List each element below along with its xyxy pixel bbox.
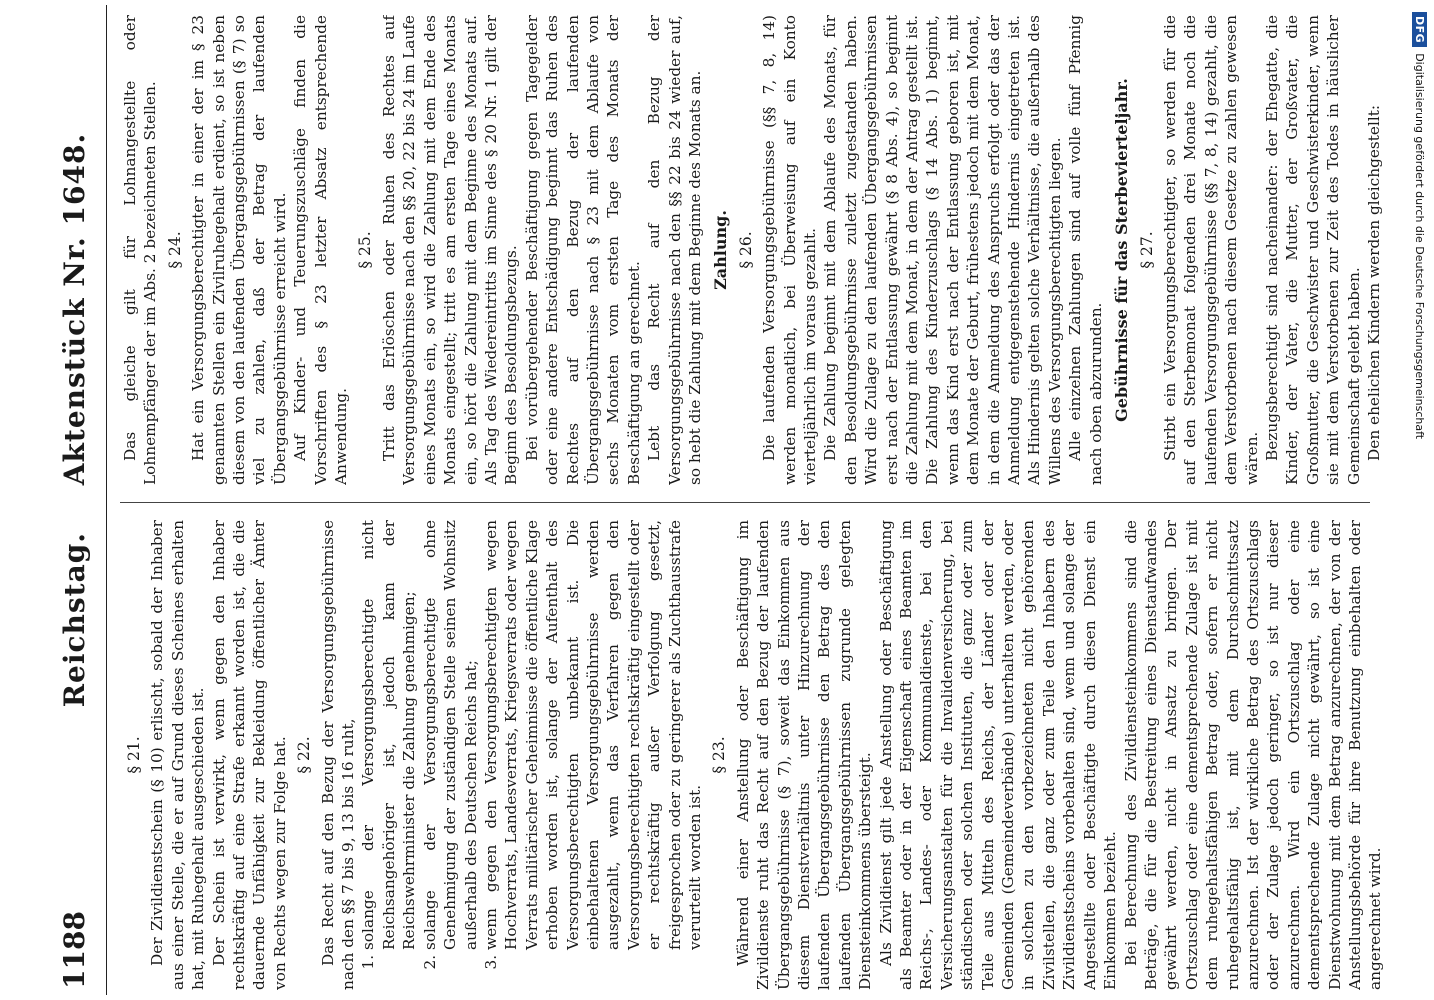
right-column: [120, 15, 1385, 485]
section-number: § 21.: [125, 736, 143, 774]
list-item: 2. solange der Versorgungsberechtigte ohne Genehmigung der zuständigen Stelle seinen Wohnsitz außerhalb des Deutschen Reichs hat;: [420, 520, 481, 950]
left-column: [120, 520, 1385, 990]
digitization-stamp-inner: [1408, 12, 1432, 992]
paragraph: Das gleiche gilt für Lohnangestellte oder Lohnempfänger der im Abs. 2 bezeichneten Stellen.: [121, 15, 160, 485]
paragraph: Stirbt ein Versorgungsberechtigter, so werden für die auf den Sterbemonat folgenden drei Monate noch die laufenden Versorgungsgebührnisse (§§ 7, 8, 14) gezahlt, die dem Verstorbenen nach diesem Gesetze zu zahlen gewesen wären.: [1160, 15, 1261, 485]
column-divider: [120, 502, 1370, 503]
section-number: § 22.: [295, 736, 314, 774]
paragraph: Als Zivildienst gilt jede Anstellung oder Beschäftigung als Beamter oder in der Eigenschaft eines Beamten im Reichs-, Landes- oder Kommunaldienste, bei den Versicherungsanstalten für die Invalidenversicherung, bei ständischen oder solchen Instituten, die ganz oder zum Teile aus Mitteln des Reichs, der Länder oder der Gemeinden (Gemeindeverbände) unterhalten werden, oder in solchen zu den vorbezeichneten nicht gehörenden Zivilstellen, die ganz oder zum Teile den Inhabern des Zivildienstscheins vorbehalten sind, wenn und solange der Angestellte oder Beschäftigte durch diesen Dienst ein Einkommen bezieht.: [876, 520, 1120, 990]
section-heading: Zahlung.: [711, 210, 731, 290]
section-heading: Gebührnisse für das Sterbevierteljahr.: [1112, 78, 1132, 422]
running-head-left: Reichstag.: [58, 531, 91, 708]
section-number: § 27.: [1137, 231, 1156, 269]
section-number: § 26.: [736, 231, 755, 269]
paragraph: Der Zivildienstschein (§ 10) erlischt, sobald der Inhaber aus einer Stelle, die er auf Grund dieses Scheines erhalten hat, mit Ruhegehalt ausgeschieden ist.: [148, 520, 208, 990]
paragraph: Bei vorübergehender Beschäftigung gegen Tagegelder oder eine andere Entschädigung beginnt das Ruhen des Rechtes auf den Bezug der laufenden Übergangsgebührnisse nach § 23 mit dem Ablaufe von sechs Monaten vom ersten Tage des Monats der Beschäftigung an gerechnet.: [522, 15, 643, 485]
section-number: § 24.: [165, 231, 184, 269]
page-header: [50, 5, 107, 995]
paragraph: Auf Kinder- und Teuerungszuschläge finden die Vorschriften des § 23 letzter Absatz entsprechende Anwendung.: [291, 15, 351, 485]
paragraph: Die laufenden Versorgungsgebührnisse (§§ 7, 8, 14) werden monatlich, bei Überweisung auf ein Konto vierteljährlich im voraus gezahlt.: [760, 15, 819, 485]
paragraph: Hat ein Versorgungsberechtigter in einer der im § 23 genannten Stellen ein Zivilruhegehalt erdient, so ist neben diesem von den laufenden Übergangsgebührnissen (§ 7) so viel zu zahlen, daß der Betrag der laufenden Übergangsgebührnisse erreicht wird.: [189, 15, 289, 485]
paragraph: Bei Berechnung des Zivildiensteinkommens sind die Beträge, die für die Bestreitung eines Dienstaufwandes gewährt werden, nicht in Ansatz zu bringen. Der Ortszuschlag oder eine dementsprechende Zulage ist mit dem ruhegehaltsfähigen Betrag oder, sofern er nicht ruhegehaltsfähig ist, mit dem Durchschnittssatz anzurechnen. Ist der wirkliche Betrag des Ortszuschlags oder der Zulage jedoch geringer, so ist nur dieser anzurechnen. Wird ein Ortszuschlag oder eine dementsprechende Zulage nicht gewährt, so ist eine Dienstwohnung mit dem Betrag anzurechnen, der von der Anstellungsbehörde für ihre Benutzung einbehalten oder angerechnet wird.: [1121, 520, 1385, 990]
section-number: § 23.: [710, 736, 729, 774]
dfg-logo: DFG: [1413, 12, 1428, 47]
section-number: § 25.: [356, 231, 375, 269]
list-item: 3. wenn gegen den Versorgungsberechtigten wegen Hochverrats, Landesverrats, Kriegsverrats oder wegen Verrats militärischer Geheimnisse die öffentliche Klage erhoben worden ist, solange der Aufenthalt des Versorgungsberechtigten unbekannt ist. Die einbehaltenen Versorgungsgebührnisse werden ausgezahlt, wenn das Verfahren gegen den Versorgungsberechtigten rechtskräftig eingestellt oder er rechtskräftig außer Verfolgung gesetzt, freigesprochen oder zu geringerer als Zuchthausstrafe verurteilt worden ist.: [481, 520, 705, 950]
list-item: 1. solange der Versorgungsberechtigte nicht Reichsangehöriger ist, jedoch kann der Reichswehrminister die Zahlung genehmigen;: [358, 520, 419, 950]
digitization-stamp: [1408, 12, 1432, 992]
paragraph: Den ehelichen Kindern werden gleichgestellt:: [1364, 104, 1383, 461]
paragraph: Das Recht auf den Bezug der Versorgungsgebührnisse nach den §§ 7 bis 9, 13 bis 16 ruht,: [318, 520, 358, 990]
paragraph: Bezugsberechtigt sind nacheinander: der Ehegatte, die Kinder, der Vater, die Mutter, der Großvater, die Großmutter, die Geschwister und Geschwisterkinder, wenn sie mit dem Verstorbenen zur Zeit des Todes in häuslicher Gemeinschaft gelebt haben.: [1262, 15, 1363, 485]
list-item: [1384, 15, 1385, 445]
paragraph: Der Schein ist verwirkt, wenn gegen den Inhaber rechtskräftig auf eine Strafe erkannt worden ist, die die dauernde Unfähigkeit zur Bekleidung öffentlicher Ämter von Rechts wegen zur Folge hat.: [209, 520, 289, 990]
paragraph: Alle einzelnen Zahlungen sind auf volle fünf Pfennig nach oben abzurunden.: [1066, 15, 1105, 485]
paragraph: Tritt das Erlöschen oder Ruhen des Rechtes auf Versorgungsgebührnisse nach den §§ 20, 22 bis 24 im Laufe eines Monats ein, so wird die Zahlung mit dem Ende des Monats eingestellt; tritt es am ersten Tage eines Monats ein, so hört die Zahlung mit dem Beginne des Monats auf. Als Tag des Wiedereintritts im Sinne des § 20 Nr. 1 gilt der Beginn des Besoldungsbezugs.: [379, 15, 521, 485]
numbered-list: [358, 520, 705, 990]
rotated-page: [50, 5, 1390, 995]
paragraph: Lebt das Recht auf den Bezug der Versorgungsgebührnisse nach den §§ 22 bis 24 wieder auf, so hebt die Zahlung mit dem Beginne des Monats an.: [645, 15, 704, 485]
paragraph: Während einer Anstellung oder Beschäftigung im Zivildienste ruht das Recht auf den Bezug der laufenden Übergangsgebührnisse (§ 7), soweit das Einkommen aus diesem Dienstverhältnis unter Hinzurechnung der laufenden Übergangsgebührnisse den Betrag des den laufenden Übergangsgebührnissen zugrunde gelegten Diensteinkommens übersteigt.: [733, 520, 875, 990]
running-head: [58, 15, 91, 825]
paragraph: Die Zahlung beginnt mit dem Ablaufe des Monats, für den Besoldungsgebührnisse zuletzt zugestanden haben. Wird die Zulage zu den laufenden Übergangsgebührnissen erst nach der Entlassung gewährt (§ 8 Abs. 4), so beginnt die Zahlung mit dem Monat, in dem der Antrag gestellt ist. Die Zahlung des Kinderzuschlags (§ 14 Abs. 1) beginnt, wenn das Kind erst nach der Entlassung geboren ist, mit dem Monate der Geburt, frühestens jedoch mit dem Monat, in dem die Anmeldung des Anspruchs erfolgt oder das der Anmeldung entgegenstehende Hindernis eingetreten ist. Als Hindernis gelten solche Verhältnisse, die außerhalb des Willens des Versorgungsberechtigten liegen.: [821, 15, 1064, 485]
digitization-note: Digitalisierung gefördert durch die Deutsche Forschungsgemeinschaft: [1413, 53, 1427, 440]
running-head-right: Aktenstück Nr. 1648.: [58, 132, 91, 486]
page-number: 1188: [58, 911, 91, 989]
numbered-list: [1384, 15, 1385, 485]
